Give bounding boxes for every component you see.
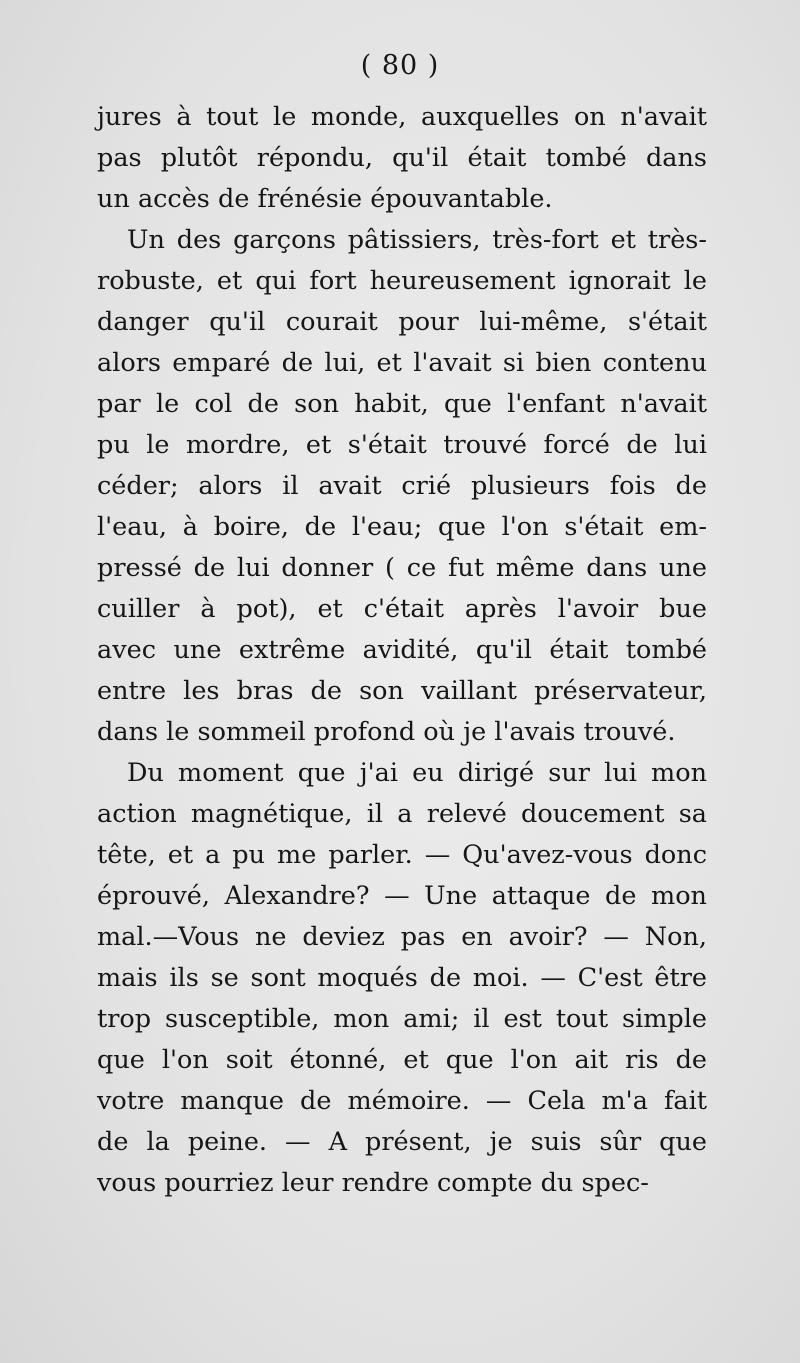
text-line: pas plutôt répondu, qu'il était tombé dans [97, 143, 707, 173]
paragraph [97, 97, 707, 220]
text-line: que l'on soit étonné, et que l'on ait ris de [97, 1045, 707, 1075]
text-line: tête, et a pu me parler. — Qu'avez-vous donc [97, 840, 707, 870]
text-line: danger qu'il courait pour lui-même, s'était [97, 307, 707, 337]
body-text [97, 97, 707, 1204]
text-line: trop susceptible, mon ami; il est tout simple [97, 1004, 707, 1034]
text-line: mal.—Vous ne deviez pas en avoir? — Non, [97, 922, 707, 952]
page-number: ( 80 ) [360, 50, 440, 81]
text-line: dans le sommeil profond où je l'avais trouvé. [97, 717, 676, 747]
text-line: vous pourriez leur rendre compte du spec- [97, 1168, 649, 1198]
text-line: cuiller à pot), et c'était après l'avoir bue [97, 594, 707, 624]
text-line: par le col de son habit, que l'enfant n'avait [97, 389, 707, 419]
paragraph [97, 220, 707, 753]
text-line: un accès de frénésie épouvantable. [97, 184, 553, 214]
text-line: action magnétique, il a relevé doucement sa [97, 799, 707, 829]
text-line: éprouvé, Alexandre? — Une attaque de mon [97, 881, 707, 911]
text-line: de la peine. — A présent, je suis sûr que [97, 1127, 707, 1157]
text-line: votre manque de mémoire. — Cela m'a fait [97, 1086, 707, 1116]
text-line: l'eau, à boire, de l'eau; que l'on s'était em- [97, 512, 707, 542]
text-line: Du moment que j'ai eu dirigé sur lui mon [127, 758, 707, 788]
text-line: pressé de lui donner ( ce fut même dans une [97, 553, 707, 583]
paragraph [97, 753, 707, 1204]
text-line: Un des garçons pâtissiers, très-fort et très- [127, 225, 707, 255]
text-line: céder; alors il avait crié plusieurs fois de [97, 471, 707, 501]
text-line: entre les bras de son vaillant préservateur, [97, 676, 707, 706]
text-line: pu le mordre, et s'était trouvé forcé de lui [97, 430, 707, 460]
text-line: robuste, et qui fort heureusement ignorait le [97, 266, 707, 296]
text-line: avec une extrême avidité, qu'il était tombé [97, 635, 707, 665]
text-line: alors emparé de lui, et l'avait si bien contenu [97, 348, 707, 378]
text-line: jures à tout le monde, auxquelles on n'avait [97, 102, 707, 132]
text-line: mais ils se sont moqués de moi. — C'est être [97, 963, 707, 993]
